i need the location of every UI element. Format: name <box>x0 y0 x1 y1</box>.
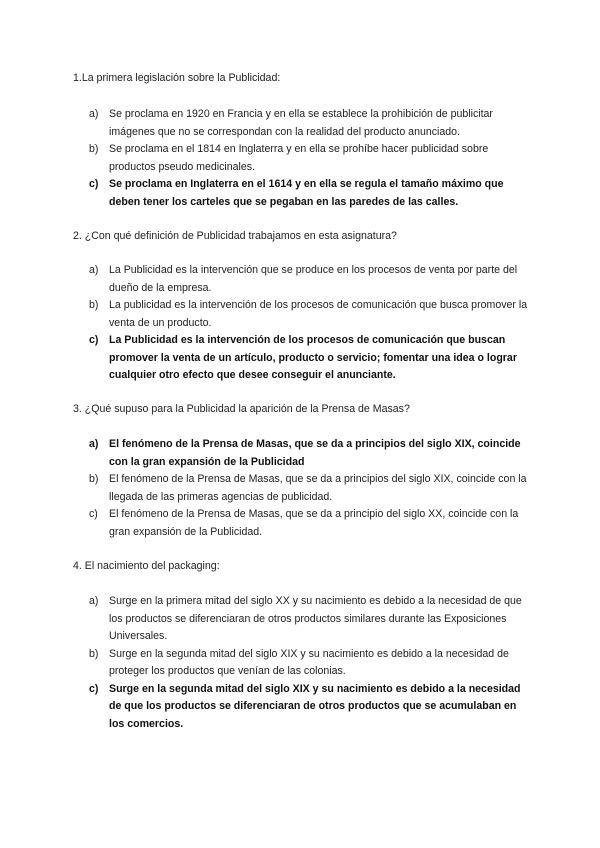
option-letter: b) <box>89 143 99 155</box>
option-text: El fenómeno de la Prensa de Masas, que se da a principios del siglo XIX, coincide con la gran expansión de la Publicidad <box>109 438 521 468</box>
question-4-options <box>89 593 529 733</box>
option-letter: c) <box>89 178 99 190</box>
question-4: 4. El nacimiento del packaging: <box>73 560 220 572</box>
option-text: El fenómeno de la Prensa de Masas, que se da a principios del siglo XIX, coincide con la llegada de las primeras agencias de publicidad. <box>109 473 527 503</box>
question-3-options <box>89 436 529 541</box>
option-text: La publicidad es la intervención de los procesos de comunicación que busca promover la venta de un producto. <box>109 299 528 329</box>
option-letter: a) <box>89 264 99 276</box>
option-letter: c) <box>89 508 98 520</box>
option-4c-correct <box>89 681 529 734</box>
option-letter: a) <box>89 595 99 607</box>
option-3c <box>89 506 529 541</box>
option-text: Se proclama en Inglaterra en el 1614 y en ella se regula el tamaño máximo que deben tener los carteles que se pegaban en las paredes de las calles. <box>109 178 504 208</box>
option-letter: b) <box>89 299 99 311</box>
option-letter: a) <box>89 438 99 450</box>
option-text: Surge en la segunda mitad del siglo XIX y su nacimiento es debido a la necesidad de proteger los productos que venían de las colonias. <box>109 647 509 677</box>
option-letter: c) <box>89 682 99 695</box>
option-1b <box>89 141 529 176</box>
option-1c-correct <box>89 176 529 211</box>
option-text: La Publicidad es la intervención de los procesos de comunicación que buscan promover la venta de un artículo, producto o servicio; fomentar una idea o lograr cualquier otro efecto que desee conseguir el anunciante. <box>109 334 517 381</box>
option-3a-correct <box>89 436 529 471</box>
option-4b <box>89 646 529 681</box>
option-letter: c) <box>89 334 99 346</box>
option-2c-correct <box>89 332 529 385</box>
option-text: Se proclama en el 1814 en Inglaterra y en ella se prohíbe hacer publicidad sobre productos pseudo medicinales. <box>109 143 489 173</box>
option-3b <box>89 471 529 506</box>
option-letter: a) <box>89 108 99 120</box>
question-2: 2. ¿Con qué definición de Publicidad trabajamos en esta asignatura? <box>73 230 397 242</box>
option-text: Se proclama en 1920 en Francia y en ella se establece la prohibición de publicitar imágenes que no se correspondan con la realidad del producto anunciado. <box>109 108 493 138</box>
option-text: Surge en la primera mitad del siglo XX y su nacimiento es debido a la necesidad de que los productos se diferenciaran de otros productos similares durante las Exposiciones Universales. <box>109 595 522 642</box>
option-2a <box>89 262 529 297</box>
option-text: El fenómeno de la Prensa de Masas, que se da a principio del siglo XX, coincide con la gran expansión de la Publicidad. <box>109 508 519 538</box>
option-1a <box>89 106 529 141</box>
option-text: La Publicidad es la intervención que se produce en los procesos de venta por parte del dueño de la empresa. <box>109 264 518 294</box>
option-4a <box>89 593 529 646</box>
option-text: Surge en la segunda mitad del siglo XIX y su nacimiento es debido a la necesidad de que los productos se diferenciaran de otros productos que se acumulaban en los comercios. <box>109 682 521 730</box>
option-2b <box>89 297 529 332</box>
question-1: 1.La primera legislación sobre la Publicidad: <box>73 72 281 84</box>
option-letter: b) <box>89 647 99 660</box>
option-letter: b) <box>89 473 99 485</box>
question-1-options <box>89 106 529 211</box>
question-2-options <box>89 262 529 385</box>
question-3: 3. ¿Qué supuso para la Publicidad la aparición de la Prensa de Masas? <box>73 403 410 415</box>
